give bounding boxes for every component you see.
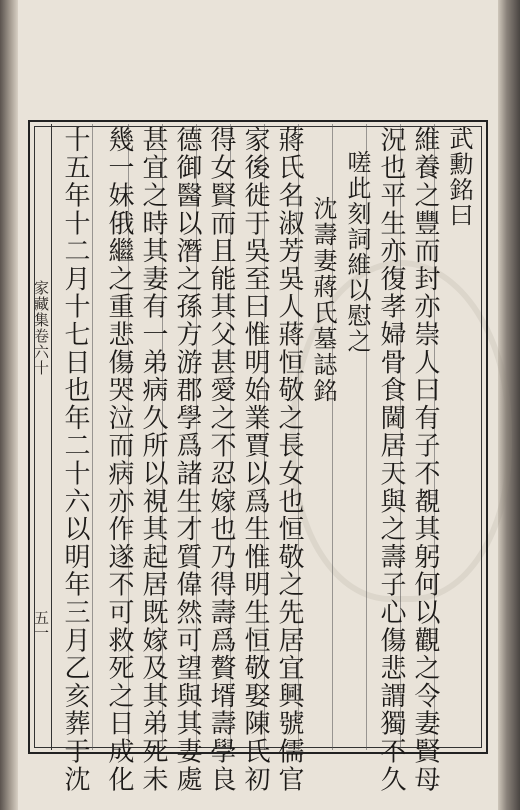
text-column: 十五年十二月十七日也年二十六以明年三月乙亥葬于沈 xyxy=(60,126,90,794)
text-column: 嗟此刻詞維以慰之 xyxy=(343,150,371,354)
text-column: 家後徙于吳至曰惟明始業賈以爲生惟明生恒敬娶陳氏初 xyxy=(240,126,270,794)
text-column: 況也平生亦復孝婦骨食閫居天與之壽子心傷悲謂獨不久 xyxy=(376,126,406,794)
margin-label: 家藏集卷六十 xyxy=(32,280,50,376)
text-column: 甚宜之時其妻有一弟病久所以視其起居既嫁及其弟死未 xyxy=(138,126,168,794)
text-column: 武勳銘曰 xyxy=(445,126,473,228)
folio-number: 五一 xyxy=(32,610,50,640)
text-column: 德御醫以潛之孫方游郡學爲諸生才質偉然可望與其妻處 xyxy=(172,126,202,794)
binding-edge xyxy=(0,0,18,810)
text-column: 幾一妹俄繼之重悲傷哭泣而病亦作遂不可救死之日成化 xyxy=(104,126,134,794)
epitaph-title: 沈壽妻蔣氏墓誌銘 xyxy=(309,196,337,404)
text-column: 蔣氏名淑芳吳人蔣恒敬之長女也恒敬之先居宜興號儒官 xyxy=(274,126,304,794)
margin-column xyxy=(30,124,52,750)
column-rule xyxy=(92,124,93,750)
text-column: 維養之豐而封亦崇人曰有子不覩其躬何以觀之令妻賢母 xyxy=(410,126,440,794)
text-column: 得女賢而且能其父甚愛之不忍嫁也乃得壽爲贅壻壽學良 xyxy=(206,126,236,794)
